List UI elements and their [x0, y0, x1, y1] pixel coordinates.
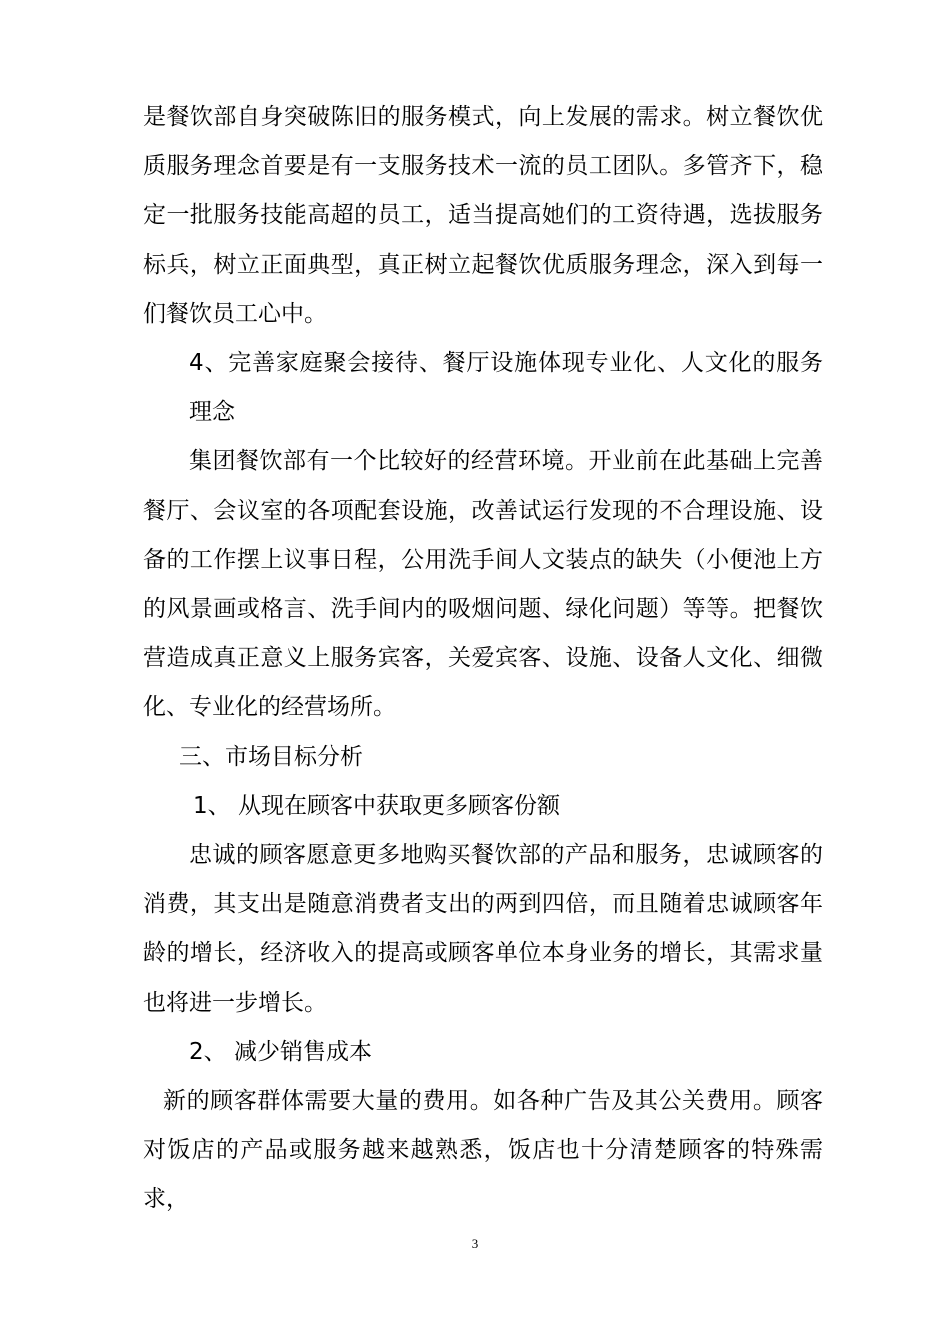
- heading-item-4: 4、完善家庭聚会接待、餐厅设施体现专业化、人文化的服务理念: [189, 350, 823, 426]
- list-item-1: 1、 从现在顾客中获取更多顾客份额: [193, 792, 560, 819]
- paragraph-service-team: 是餐饮部自身突破陈旧的服务模式，向上发展的需求。树立餐饮优质服务理念首要是有一支服务技术一流的员工团队。多管齐下，稳定一批服务技能高超的员工，适当提高她们的工资待遇，选拔服务标兵，树立正面典型，真正树立起餐饮优质服务理念，深入到每一们餐饮员工心中。: [143, 104, 823, 327]
- document-body: [143, 93, 823, 1225]
- page-number: 3: [471, 1236, 479, 1251]
- paragraph-facilities: 集团餐饮部有一个比较好的经营环境。开业前在此基础上完善餐厅、会议室的各项配套设施，改善试运行发现的不合理设施、设备的工作摆上议事日程，公用洗手间人文装点的缺失（小便池上方的风景画或格言、洗手间内的吸烟问题、绿化问题）等等。把餐饮营造成真正意义上服务宾客，关爱宾客、设施、设备人文化、细微化、专业化的经营场所。: [143, 448, 823, 721]
- list-item-2: 2、 减少销售成本: [189, 1038, 372, 1065]
- section-heading-market-analysis: 三、市场目标分析: [179, 743, 363, 770]
- paragraph-new-customers: 新的顾客群体需要大量的费用。如各种广告及其公关费用。顾客对饭店的产品或服务越来越熟悉，饭店也十分清楚顾客的特殊需求，: [143, 1088, 823, 1213]
- paragraph-loyal-customers: 忠诚的顾客愿意更多地购买餐饮部的产品和服务，忠诚顾客的消费，其支出是随意消费者支出的两到四倍，而且随着忠诚顾客年龄的增长，经济收入的提高或顾客单位本身业务的增长，其需求量也将进一步增长。: [143, 842, 823, 1016]
